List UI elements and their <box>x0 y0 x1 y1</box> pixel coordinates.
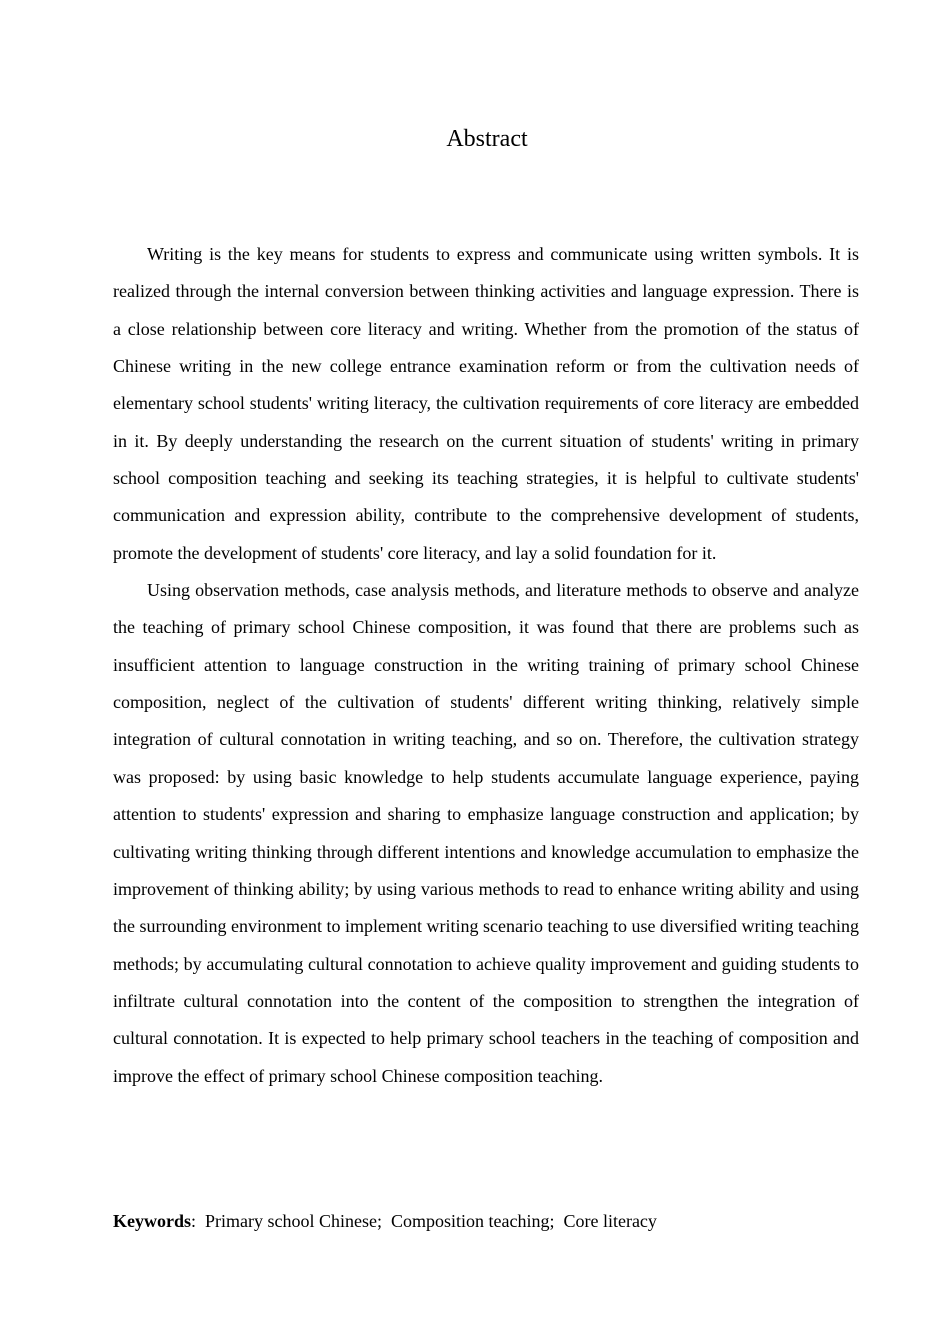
keywords-label: Keywords <box>113 1211 191 1231</box>
keywords-list: : Primary school Chinese; Composition teaching; Core literacy <box>191 1211 657 1231</box>
abstract-paragraph-1: Writing is the key means for students to express and communicate using written symbols. It is realized through the internal conversion between thinking activities and language expression. There is a close relationship between core literacy and writing. Whether from the promotion of the status of Chinese writing in the new college entrance examination reform or from the cultivation needs of elementary school students' writing literacy, the cultivation requirements of core literacy are embedded in it. By deeply understanding the research on the current situation of students' writing in primary school composition teaching and seeking its teaching strategies, it is helpful to cultivate students' communication and expression ability, contribute to the comprehensive development of students, promote the development of students' core literacy, and lay a solid foundation for it. <box>113 244 859 563</box>
abstract-body <box>113 236 859 1095</box>
keywords-line <box>113 1203 859 1240</box>
abstract-paragraph-2: Using observation methods, case analysis methods, and literature methods to observe and analyze the teaching of primary school Chinese composition, it was found that there are problems such as insufficient attention to language construction in the writing training of primary school Chinese composition, neglect of the cultivation of students' different writing thinking, relatively simple integration of cultural connotation in writing teaching, and so on. Therefore, the cultivation strategy was proposed: by using basic knowledge to help students accumulate language experience, paying attention to students' expression and sharing to emphasize language construction and application; by cultivating writing thinking through different intentions and knowledge accumulation to emphasize the improvement of thinking ability; by using various methods to read to enhance writing ability and using the surrounding environment to implement writing scenario teaching to use diversified writing teaching methods; by accumulating cultural connotation to achieve quality improvement and guiding students to infiltrate cultural connotation into the content of the composition to strengthen the integration of cultural connotation. It is expected to help primary school teachers in the teaching of composition and improve the effect of primary school Chinese composition teaching. <box>113 580 859 1086</box>
abstract-title: Abstract <box>446 126 528 152</box>
